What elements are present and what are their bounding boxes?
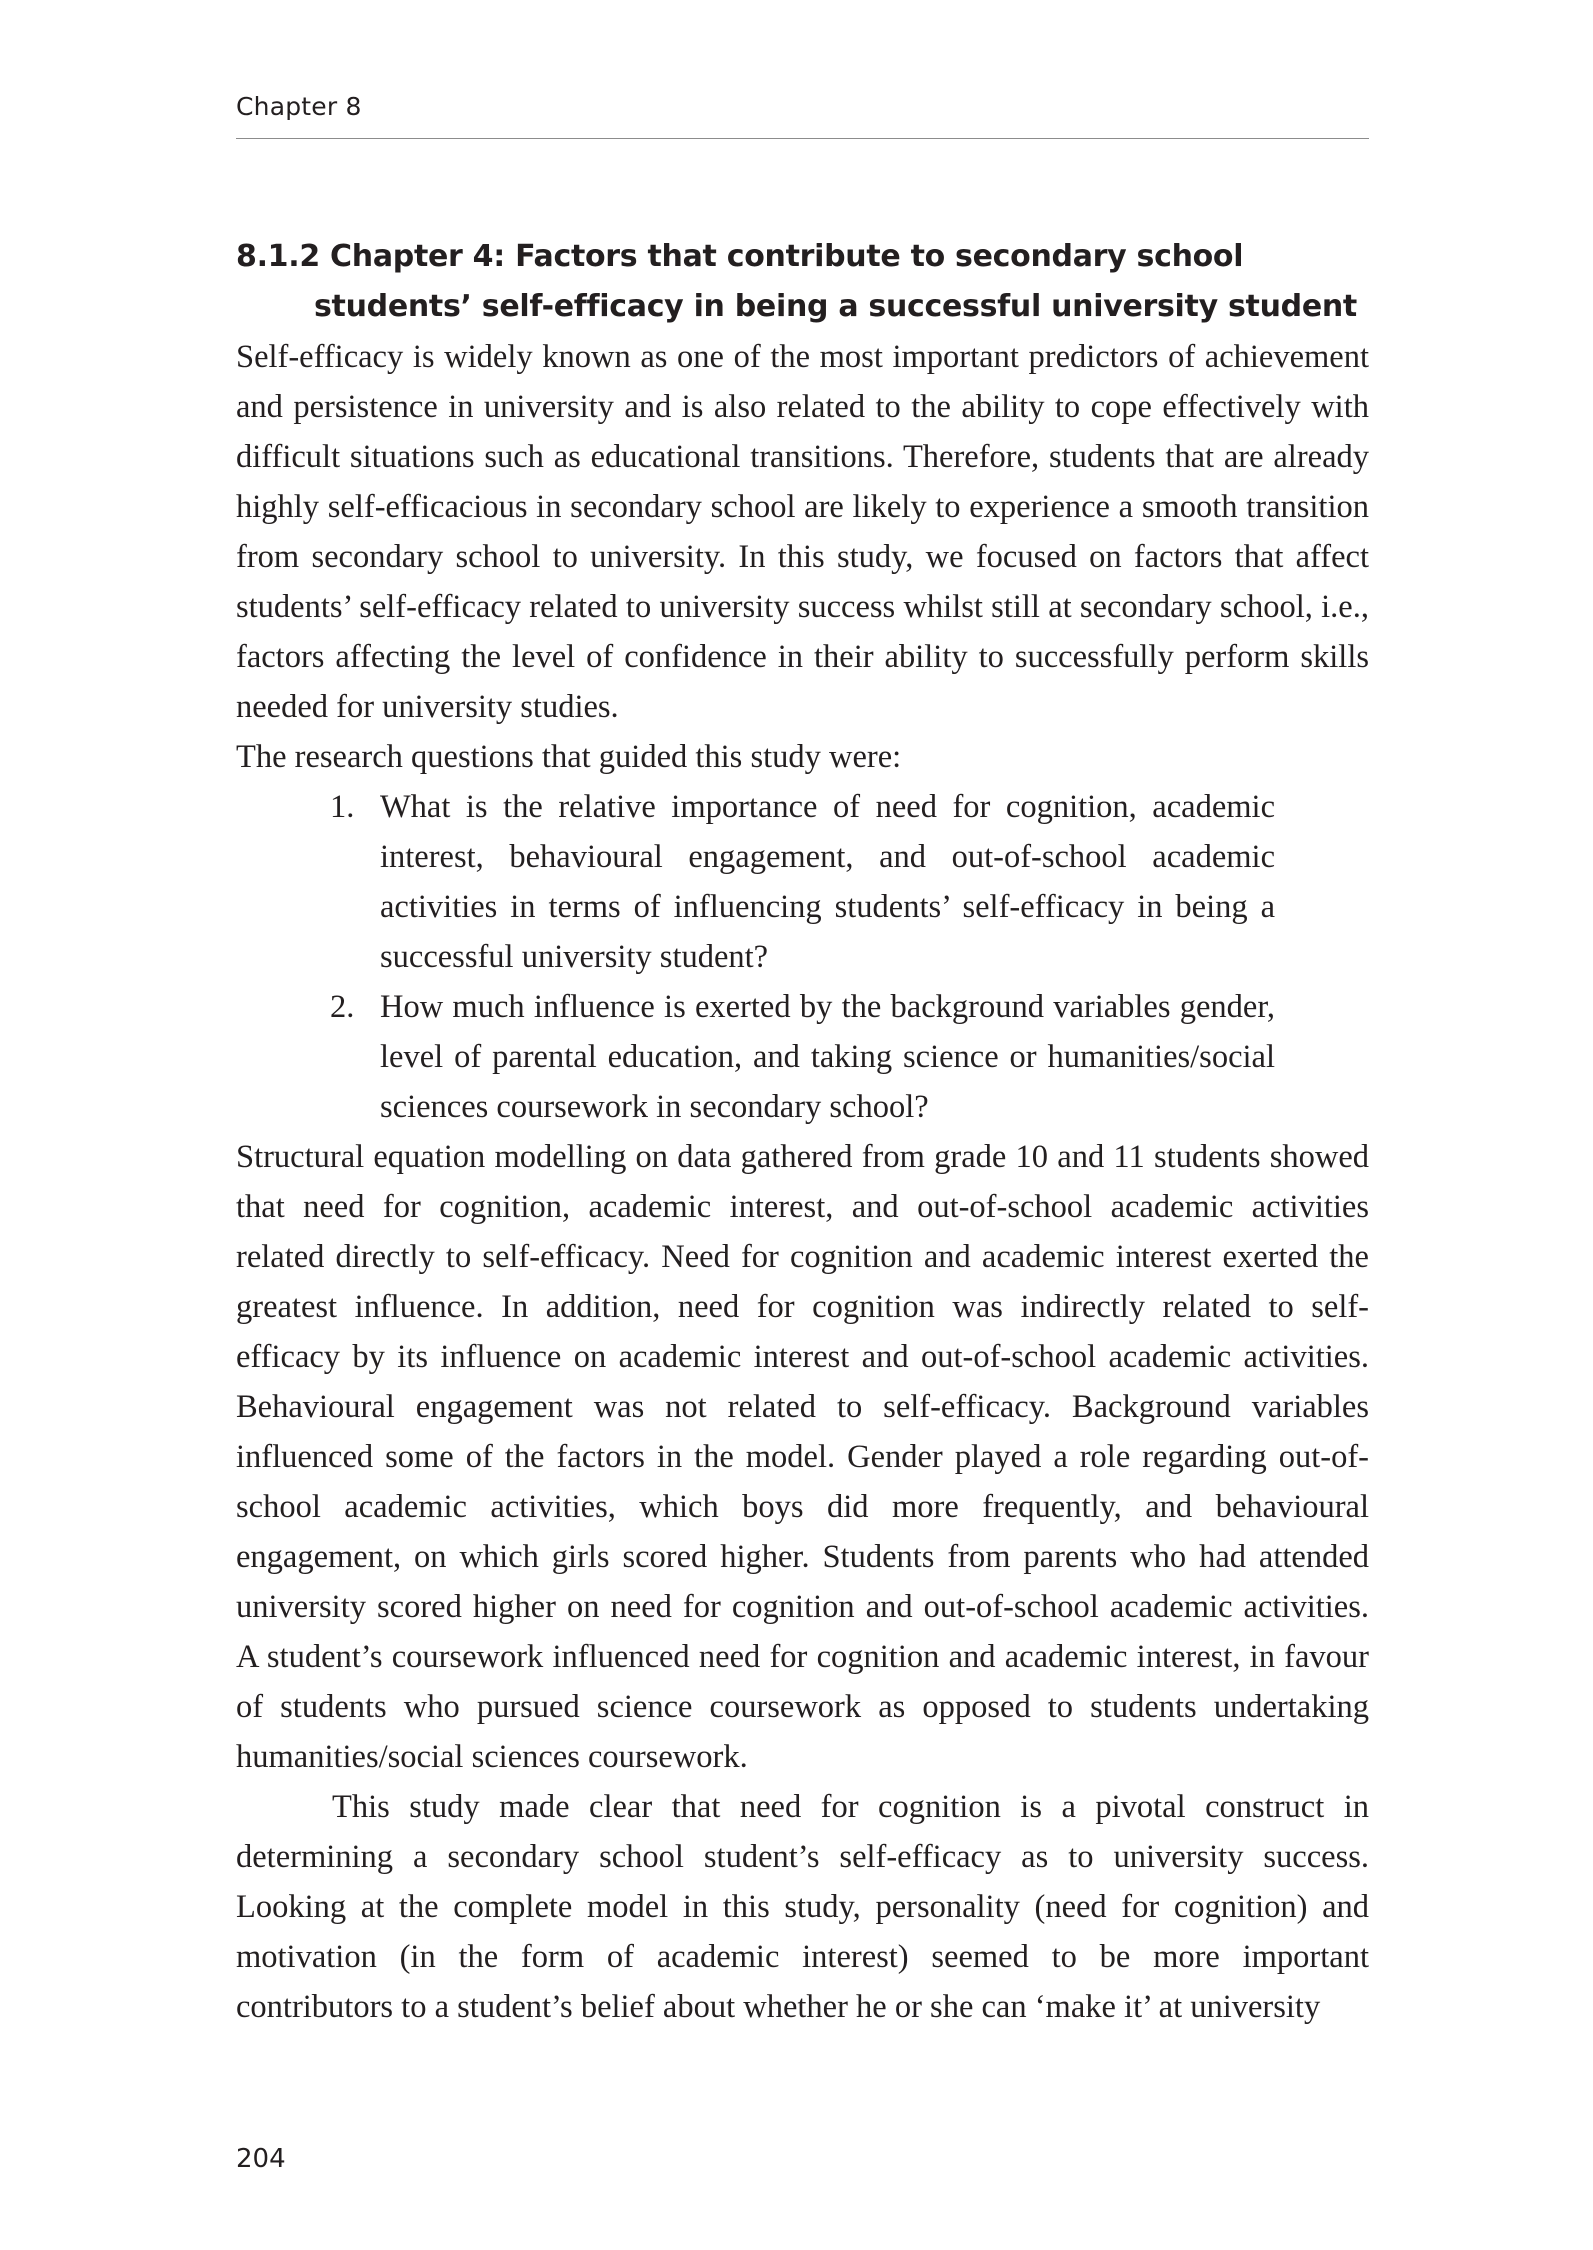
list-item (330, 782, 1275, 982)
research-questions-list (236, 782, 1275, 1132)
section-heading: 8.1.2 Chapter 4: Factors that contribute to secondary school students’ self-efficacy in being a successful university student (236, 239, 1357, 324)
conclusion-paragraph: This study made clear that need for cognition is a pivotal construct in determining a secondary school student’s self-efficacy as to university success. Looking at the complete model in this study, personality (need for cognition) and motivation (in the form of academic interest) seemed to be more important contributors to a student’s belief about whether he or she can ‘make it’ at university (236, 1789, 1369, 2025)
page-number: 204 (236, 2144, 286, 2174)
page-content (236, 232, 1369, 2032)
list-item-text: What is the relative importance of need for cognition, academic interest, behavioural engagement, and out-of-school academic activities in terms of influencing students’ self-efficacy in being a successful university student? (380, 789, 1275, 975)
running-head: Chapter 8 (236, 92, 362, 121)
list-item-number: 1. (330, 789, 355, 825)
questions-intro: The research questions that guided this study were: (236, 739, 902, 775)
list-item-text: How much influence is exerted by the background variables gender, level of parental education, and taking science or humanities/social sciences coursework in secondary school? (380, 989, 1275, 1125)
header-divider (236, 138, 1369, 139)
list-item (330, 982, 1275, 1132)
list-item-number: 2. (330, 989, 355, 1025)
intro-paragraph: Self-efficacy is widely known as one of the most important predictors of achievement and persistence in university and is also related to the ability to cope effectively with difficult situations such as educational transitions. Therefore, students that are already highly self-efficacious in secondary school are likely to experience a smooth transition from secondary school to university. In this study, we focused on factors that affect students’ self-efficacy related to university success whilst still at secondary school, i.e., factors affecting the level of confidence in their ability to successfully perform skills needed for university studies. (236, 339, 1369, 725)
findings-paragraph: Structural equation modelling on data gathered from grade 10 and 11 students showed that need for cognition, academic interest, and out-of-school academic activities related directly to self-efficacy. Need for cognition and academic interest exerted the greatest influence. In addition, need for cognition was indirectly related to self-efficacy by its influence on academic interest and out-of-school academic activities. Behavioural engagement was not related to self-efficacy. Background variables influenced some of the factors in the model. Gender played a role regarding out-of-school academic activities, which boys did more frequently, and behavioural engagement, on which girls scored higher. Students from parents who had attended university scored higher on need for cognition and out-of-school academic activities. A student’s coursework influenced need for cognition and academic interest, in favour of students who pursued science coursework as opposed to students undertaking humanities/social sciences coursework. (236, 1139, 1369, 1775)
